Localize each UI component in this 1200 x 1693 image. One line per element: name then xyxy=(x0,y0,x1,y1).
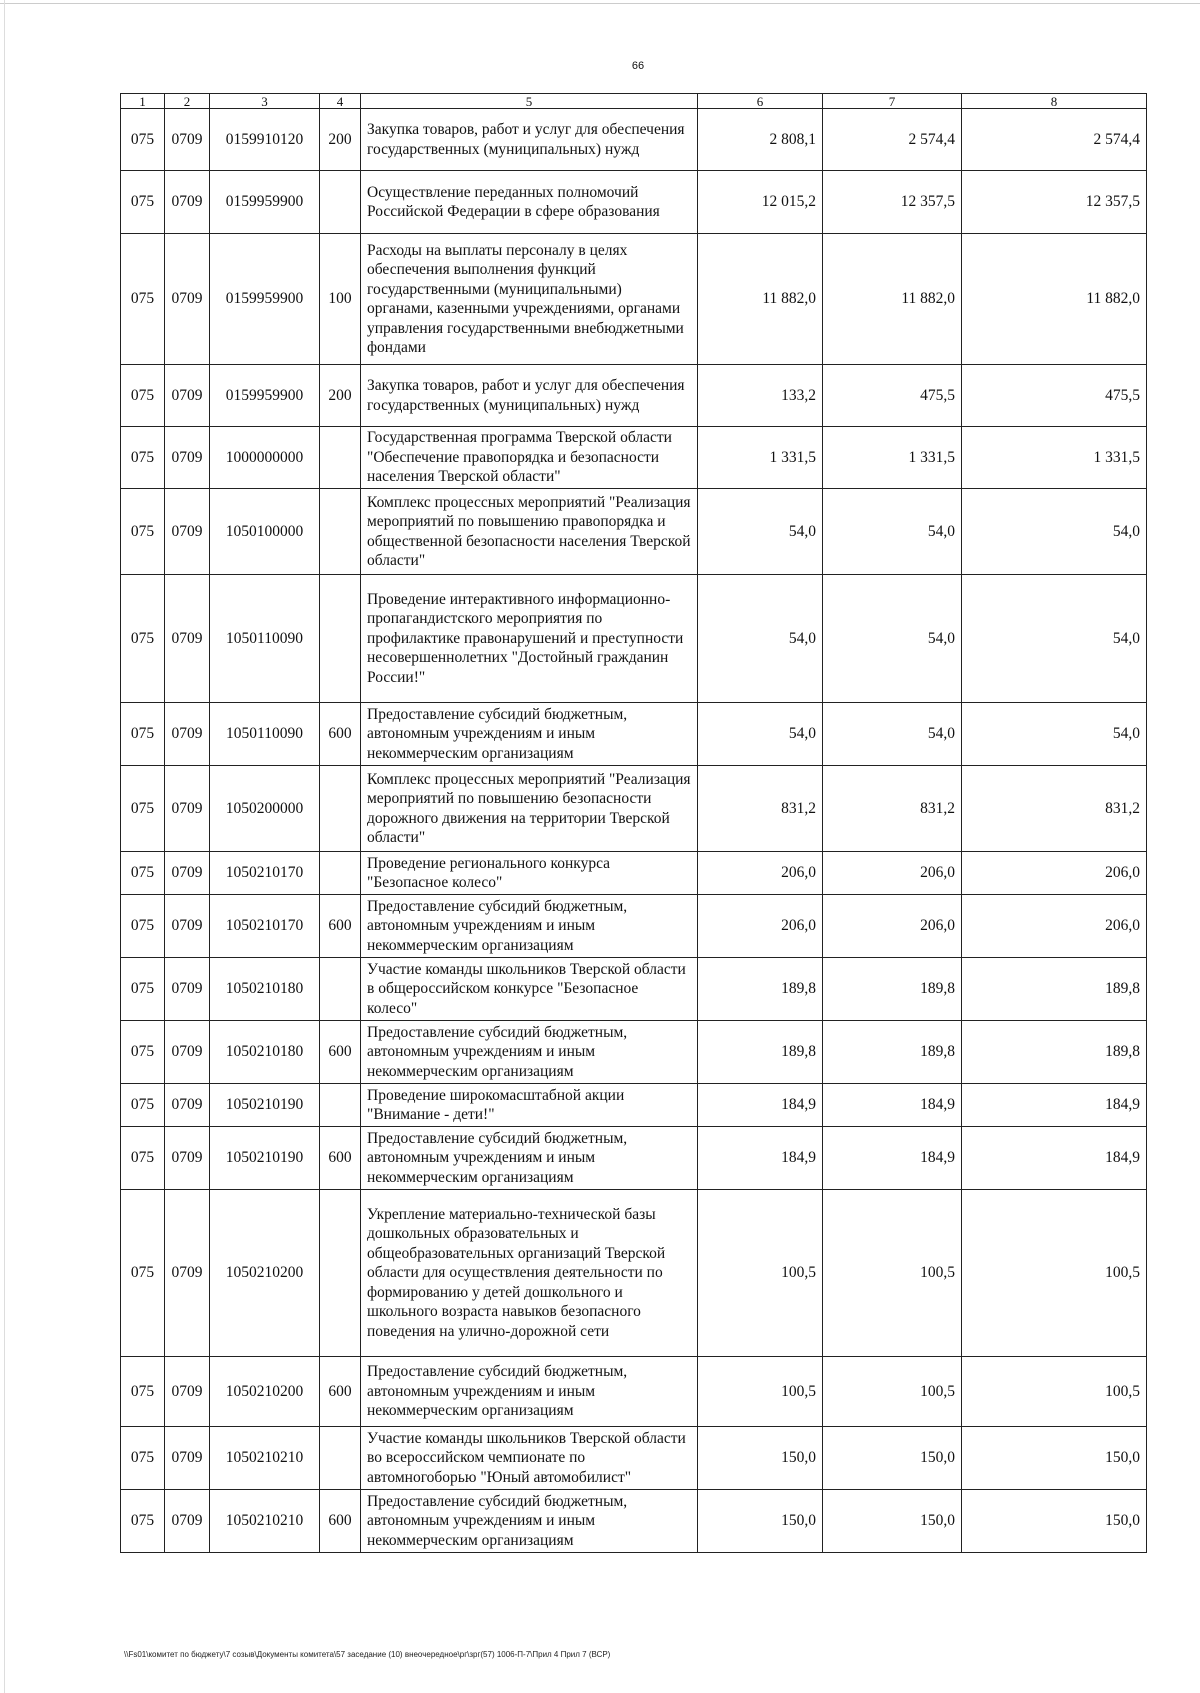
cell-amount-col8: 189,8 xyxy=(962,1021,1147,1084)
cell-ministry-code: 075 xyxy=(121,427,165,489)
cell-description: Закупка товаров, работ и услуг для обеспечения государственных (муниципальных) нужд xyxy=(361,365,698,427)
cell-description: Закупка товаров, работ и услуг для обеспечения государственных (муниципальных) нужд xyxy=(361,109,698,171)
cell-amount-col6: 11 882,0 xyxy=(698,234,823,365)
cell-target-article: 1050210170 xyxy=(210,895,320,958)
cell-target-article: 1050210210 xyxy=(210,1427,320,1490)
cell-ministry-code: 075 xyxy=(121,575,165,703)
cell-section-code: 0709 xyxy=(165,1084,210,1127)
cell-description: Участие команды школьников Тверской области во всероссийском чемпионате по автомногоборью "Юный автомобилист" xyxy=(361,1427,698,1490)
cell-expense-type xyxy=(320,852,361,895)
cell-description: Предоставление субсидий бюджетным, автономным учреждениям и иным некоммерческим организациям xyxy=(361,1490,698,1553)
cell-expense-type xyxy=(320,171,361,234)
table-row xyxy=(121,1084,1147,1127)
table-row xyxy=(121,427,1147,489)
cell-target-article: 1050210190 xyxy=(210,1084,320,1127)
cell-ministry-code: 075 xyxy=(121,1021,165,1084)
cell-section-code: 0709 xyxy=(165,958,210,1021)
cell-amount-col6: 206,0 xyxy=(698,895,823,958)
cell-ministry-code: 075 xyxy=(121,958,165,1021)
cell-description: Комплекс процессных мероприятий "Реализация мероприятий по повышению безопасности дорожного движения на территории Тверской области" xyxy=(361,766,698,852)
cell-amount-col8: 184,9 xyxy=(962,1127,1147,1190)
cell-expense-type: 600 xyxy=(320,1490,361,1553)
cell-ministry-code: 075 xyxy=(121,766,165,852)
cell-expense-type xyxy=(320,1084,361,1127)
cell-expense-type xyxy=(320,766,361,852)
table-row xyxy=(121,171,1147,234)
cell-amount-col6: 184,9 xyxy=(698,1084,823,1127)
cell-target-article: 1050210170 xyxy=(210,852,320,895)
cell-expense-type xyxy=(320,575,361,703)
cell-expense-type: 600 xyxy=(320,1021,361,1084)
cell-amount-col8: 189,8 xyxy=(962,958,1147,1021)
page-number: 66 xyxy=(631,60,645,72)
cell-amount-col8: 831,2 xyxy=(962,766,1147,852)
cell-description: Укрепление материально-технической базы дошкольных образовательных и общеобразовательных организаций Тверской области для осуществления деятельности по формированию у детей дошкольного и школьного возраста навыков безопасного поведения на улично-дорожной сети xyxy=(361,1190,698,1357)
table-row xyxy=(121,1427,1147,1490)
cell-amount-col7: 100,5 xyxy=(823,1357,962,1427)
cell-amount-col6: 54,0 xyxy=(698,489,823,575)
cell-amount-col6: 189,8 xyxy=(698,1021,823,1084)
cell-expense-type xyxy=(320,489,361,575)
cell-amount-col8: 150,0 xyxy=(962,1490,1147,1553)
table-row xyxy=(121,766,1147,852)
cell-amount-col7: 189,8 xyxy=(823,958,962,1021)
cell-amount-col6: 206,0 xyxy=(698,852,823,895)
cell-amount-col8: 54,0 xyxy=(962,489,1147,575)
column-header: 4 xyxy=(320,94,361,109)
cell-ministry-code: 075 xyxy=(121,895,165,958)
cell-section-code: 0709 xyxy=(165,766,210,852)
table-row xyxy=(121,1190,1147,1357)
cell-amount-col7: 11 882,0 xyxy=(823,234,962,365)
table-row xyxy=(121,489,1147,575)
cell-amount-col8: 150,0 xyxy=(962,1427,1147,1490)
cell-amount-col6: 184,9 xyxy=(698,1127,823,1190)
table-row xyxy=(121,234,1147,365)
cell-amount-col6: 189,8 xyxy=(698,958,823,1021)
cell-amount-col6: 831,2 xyxy=(698,766,823,852)
cell-ministry-code: 075 xyxy=(121,1427,165,1490)
budget-table xyxy=(120,93,1147,1553)
cell-ministry-code: 075 xyxy=(121,1190,165,1357)
table-row xyxy=(121,1127,1147,1190)
cell-expense-type: 200 xyxy=(320,109,361,171)
cell-expense-type xyxy=(320,958,361,1021)
cell-amount-col6: 12 015,2 xyxy=(698,171,823,234)
cell-ministry-code: 075 xyxy=(121,365,165,427)
table-row xyxy=(121,1490,1147,1553)
cell-amount-col7: 54,0 xyxy=(823,489,962,575)
column-header: 1 xyxy=(121,94,165,109)
cell-description: Участие команды школьников Тверской области в общероссийском конкурсе "Безопасное колесо" xyxy=(361,958,698,1021)
cell-amount-col6: 100,5 xyxy=(698,1190,823,1357)
cell-amount-col7: 100,5 xyxy=(823,1190,962,1357)
cell-expense-type: 600 xyxy=(320,1357,361,1427)
cell-amount-col7: 12 357,5 xyxy=(823,171,962,234)
cell-amount-col8: 100,5 xyxy=(962,1357,1147,1427)
cell-target-article: 1050210200 xyxy=(210,1190,320,1357)
cell-section-code: 0709 xyxy=(165,703,210,766)
cell-target-article: 1050210190 xyxy=(210,1127,320,1190)
cell-amount-col7: 206,0 xyxy=(823,852,962,895)
cell-section-code: 0709 xyxy=(165,171,210,234)
cell-target-article: 1050110090 xyxy=(210,575,320,703)
cell-target-article: 1050200000 xyxy=(210,766,320,852)
cell-expense-type xyxy=(320,1427,361,1490)
cell-section-code: 0709 xyxy=(165,427,210,489)
cell-ministry-code: 075 xyxy=(121,1490,165,1553)
cell-amount-col6: 133,2 xyxy=(698,365,823,427)
page-top-edge xyxy=(0,3,1200,4)
cell-amount-col7: 189,8 xyxy=(823,1021,962,1084)
cell-amount-col7: 150,0 xyxy=(823,1490,962,1553)
table-row xyxy=(121,703,1147,766)
cell-description: Предоставление субсидий бюджетным, автономным учреждениям и иным некоммерческим организациям xyxy=(361,895,698,958)
cell-target-article: 1050110090 xyxy=(210,703,320,766)
cell-expense-type: 200 xyxy=(320,365,361,427)
cell-amount-col8: 206,0 xyxy=(962,895,1147,958)
cell-ministry-code: 075 xyxy=(121,1084,165,1127)
table-row xyxy=(121,958,1147,1021)
cell-section-code: 0709 xyxy=(165,575,210,703)
cell-expense-type: 600 xyxy=(320,895,361,958)
cell-expense-type xyxy=(320,1190,361,1357)
cell-amount-col8: 2 574,4 xyxy=(962,109,1147,171)
cell-section-code: 0709 xyxy=(165,1190,210,1357)
cell-description: Проведение регионального конкурса "Безопасное колесо" xyxy=(361,852,698,895)
cell-ministry-code: 075 xyxy=(121,171,165,234)
cell-expense-type xyxy=(320,427,361,489)
cell-amount-col8: 54,0 xyxy=(962,703,1147,766)
cell-amount-col6: 100,5 xyxy=(698,1357,823,1427)
cell-amount-col7: 1 331,5 xyxy=(823,427,962,489)
cell-target-article: 1050210180 xyxy=(210,1021,320,1084)
column-header: 2 xyxy=(165,94,210,109)
column-header: 6 xyxy=(698,94,823,109)
cell-ministry-code: 075 xyxy=(121,109,165,171)
cell-section-code: 0709 xyxy=(165,1427,210,1490)
column-header: 3 xyxy=(210,94,320,109)
cell-target-article: 0159959900 xyxy=(210,171,320,234)
cell-amount-col8: 206,0 xyxy=(962,852,1147,895)
cell-description: Предоставление субсидий бюджетным, автономным учреждениям и иным некоммерческим организациям xyxy=(361,1021,698,1084)
cell-amount-col8: 54,0 xyxy=(962,575,1147,703)
cell-section-code: 0709 xyxy=(165,1021,210,1084)
cell-amount-col8: 11 882,0 xyxy=(962,234,1147,365)
cell-target-article: 1000000000 xyxy=(210,427,320,489)
cell-amount-col7: 184,9 xyxy=(823,1084,962,1127)
cell-section-code: 0709 xyxy=(165,1127,210,1190)
cell-ministry-code: 075 xyxy=(121,1357,165,1427)
cell-amount-col7: 2 574,4 xyxy=(823,109,962,171)
cell-target-article: 0159959900 xyxy=(210,234,320,365)
cell-expense-type: 600 xyxy=(320,703,361,766)
cell-target-article: 0159910120 xyxy=(210,109,320,171)
cell-amount-col6: 1 331,5 xyxy=(698,427,823,489)
cell-target-article: 1050210200 xyxy=(210,1357,320,1427)
cell-amount-col8: 1 331,5 xyxy=(962,427,1147,489)
column-header: 7 xyxy=(823,94,962,109)
cell-amount-col6: 150,0 xyxy=(698,1490,823,1553)
cell-ministry-code: 075 xyxy=(121,1127,165,1190)
cell-ministry-code: 075 xyxy=(121,852,165,895)
cell-section-code: 0709 xyxy=(165,365,210,427)
cell-target-article: 1050210180 xyxy=(210,958,320,1021)
cell-section-code: 0709 xyxy=(165,895,210,958)
cell-amount-col7: 206,0 xyxy=(823,895,962,958)
cell-description: Предоставление субсидий бюджетным, автономным учреждениям и иным некоммерческим организациям xyxy=(361,703,698,766)
cell-description: Проведение широкомасштабной акции "Внимание - дети!" xyxy=(361,1084,698,1127)
cell-expense-type: 600 xyxy=(320,1127,361,1190)
cell-amount-col6: 150,0 xyxy=(698,1427,823,1490)
cell-section-code: 0709 xyxy=(165,489,210,575)
table-row xyxy=(121,365,1147,427)
cell-description: Осуществление переданных полномочий Российской Федерации в сфере образования xyxy=(361,171,698,234)
cell-amount-col6: 54,0 xyxy=(698,703,823,766)
cell-amount-col7: 54,0 xyxy=(823,575,962,703)
cell-description: Комплекс процессных мероприятий "Реализация мероприятий по повышению правопорядка и общественной безопасности населения Тверской области" xyxy=(361,489,698,575)
cell-amount-col8: 12 357,5 xyxy=(962,171,1147,234)
cell-description: Расходы на выплаты персоналу в целях обеспечения выполнения функций государственными (муниципальными) органами, казенными учреждениями, органами управления государственными внебюджетными фондами xyxy=(361,234,698,365)
cell-target-article: 0159959900 xyxy=(210,365,320,427)
cell-amount-col7: 54,0 xyxy=(823,703,962,766)
cell-amount-col7: 831,2 xyxy=(823,766,962,852)
header-row xyxy=(121,94,1147,109)
cell-amount-col8: 184,9 xyxy=(962,1084,1147,1127)
cell-amount-col8: 475,5 xyxy=(962,365,1147,427)
cell-ministry-code: 075 xyxy=(121,234,165,365)
cell-section-code: 0709 xyxy=(165,1357,210,1427)
table-row xyxy=(121,575,1147,703)
cell-amount-col6: 54,0 xyxy=(698,575,823,703)
cell-ministry-code: 075 xyxy=(121,489,165,575)
cell-description: Государственная программа Тверской области "Обеспечение правопорядка и безопасности населения Тверской области" xyxy=(361,427,698,489)
cell-amount-col8: 100,5 xyxy=(962,1190,1147,1357)
cell-amount-col6: 2 808,1 xyxy=(698,109,823,171)
page-left-edge xyxy=(4,0,5,1693)
cell-amount-col7: 475,5 xyxy=(823,365,962,427)
cell-ministry-code: 075 xyxy=(121,703,165,766)
cell-target-article: 1050100000 xyxy=(210,489,320,575)
column-header: 5 xyxy=(361,94,698,109)
cell-expense-type: 100 xyxy=(320,234,361,365)
cell-section-code: 0709 xyxy=(165,852,210,895)
cell-section-code: 0709 xyxy=(165,109,210,171)
footer-file-path: \\Fs01\комитет по бюджету\7 созыв\Документы комитета\57 заседание (10) внеочередное\рг\зрг(57) 1006-П-7\Прил 4 Прил 7 (ВСР) xyxy=(124,1650,611,1659)
column-header: 8 xyxy=(962,94,1147,109)
cell-section-code: 0709 xyxy=(165,1490,210,1553)
cell-amount-col7: 150,0 xyxy=(823,1427,962,1490)
table-row xyxy=(121,895,1147,958)
cell-description: Предоставление субсидий бюджетным, автономным учреждениям и иным некоммерческим организациям xyxy=(361,1127,698,1190)
table-row xyxy=(121,109,1147,171)
cell-description: Проведение интерактивного информационно-пропагандистского мероприятия по профилактике правонарушений и преступности несовершеннолетних "Достойный гражданин России!" xyxy=(361,575,698,703)
table-row xyxy=(121,852,1147,895)
table-row xyxy=(121,1357,1147,1427)
cell-description: Предоставление субсидий бюджетным, автономным учреждениям и иным некоммерческим организациям xyxy=(361,1357,698,1427)
cell-section-code: 0709 xyxy=(165,234,210,365)
table-row xyxy=(121,1021,1147,1084)
cell-amount-col7: 184,9 xyxy=(823,1127,962,1190)
cell-target-article: 1050210210 xyxy=(210,1490,320,1553)
